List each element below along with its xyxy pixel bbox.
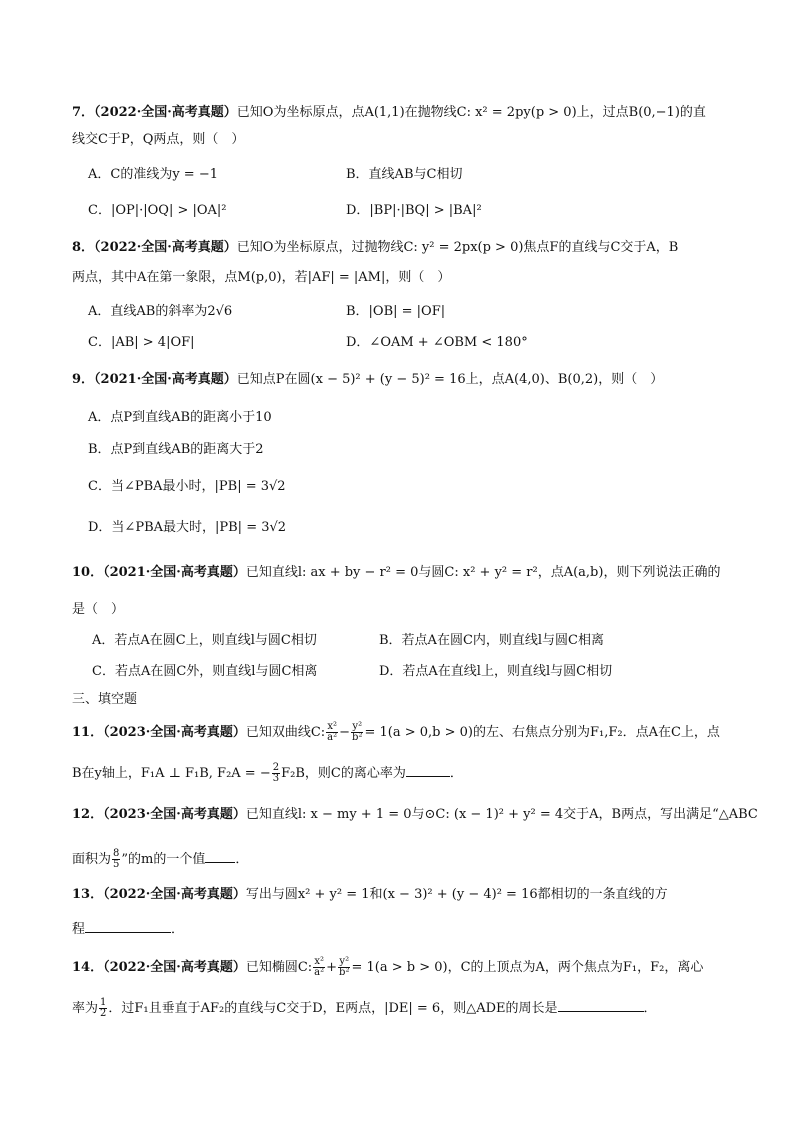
- question-14-line-1: 14．（2022·全国·高考真题）已知椭圆C: $\frac{\text{x²}}{\text{a²}}$ + $\frac{\text{y²}}{\text{b²}}$ = 1(a > b > 0)，C的上顶点为A，两个焦点为F₁，F₂，离心: [72, 956, 704, 978]
- section-heading-fill-blank: 三、填空题: [72, 692, 138, 707]
- q9-option-c[interactable]: C．当∠PBA最小时，|PB| = 3√2: [88, 479, 286, 494]
- question-number: 10．: [72, 565, 104, 580]
- punctuation: ．: [643, 1001, 657, 1016]
- question-11-line-1: 11．（2023·全国·高考真题）已知双曲线C: $\frac{\text{x²}}{\text{a²}}$ − $\frac{\text{y²}}{\text{b²}}$ = 1(a > 0,b > 0)的左、右焦点分别为F₁,F₂．点A在C上，点: [72, 721, 720, 743]
- fraction-x2-a2: $\frac{\text{x²}}{\text{a²}}$: [327, 721, 338, 743]
- q8-option-d[interactable]: D．∠OAM + ∠OBM < 180°: [346, 335, 528, 350]
- fraction-1-2: $\frac{1}{2}$: [100, 997, 107, 1019]
- question-text: B在y轴上，F₁A ⊥ F₁B, F₂A = −: [72, 766, 271, 781]
- q9-option-a[interactable]: A．点P到直线AB的距离小于10: [88, 410, 272, 425]
- q8-option-a[interactable]: A．直线AB的斜率为2√6: [88, 304, 233, 319]
- q8-option-c[interactable]: C．|AB| > 4|OF|: [88, 335, 195, 350]
- punctuation: ．: [449, 766, 463, 781]
- q7-option-b[interactable]: B．直线AB与C相切: [346, 167, 463, 182]
- question-text: = 1(a > 0,b > 0)的左、右焦点分别为F₁,F₂．点A在C上，点: [364, 725, 720, 740]
- fraction-y2-b2: $\frac{\text{y²}}{\text{b²}}$: [352, 721, 363, 743]
- question-source: （2021·全国·高考真题）: [94, 372, 237, 387]
- q7-option-a[interactable]: A．C的准线为y = −1: [88, 167, 219, 182]
- question-number: 7．: [72, 105, 95, 120]
- q10-option-a[interactable]: A．若点A在圆C上，则直线l与圆C相切: [92, 633, 317, 648]
- question-text: F₂B，则C的离心率为: [281, 766, 406, 781]
- question-text: 已知O为坐标原点，点A(1,1)在抛物线C: x² = 2py(p > 0)上，过点B(0,−1)的直: [236, 105, 706, 120]
- question-text: 已知直线l: ax + by − r² = 0与圆C: x² + y² = r²，点A(a,b)，则下列说法正确的: [245, 565, 721, 580]
- q9-option-b[interactable]: B．点P到直线AB的距离大于2: [88, 442, 264, 457]
- question-source: （2022·全国·高考真题）: [94, 105, 237, 120]
- question-source: （2023·全国·高考真题）: [103, 807, 246, 822]
- fraction-y2-b2: $\frac{\text{y²}}{\text{b²}}$: [339, 956, 350, 978]
- question-source: （2021·全国·高考真题）: [103, 565, 246, 580]
- question-13-line-2: [72, 918, 184, 940]
- q7-option-c[interactable]: C．|OP|·|OQ| > |OA|²: [88, 203, 227, 218]
- question-text: = 1(a > b > 0)，C的上顶点为A，两个焦点为F₁，F₂，离心: [351, 960, 704, 975]
- question-12-line-1: [72, 805, 758, 825]
- question-text: 写出与圆x² + y² = 1和(x − 3)² + (y − 4)² = 16都相切的一条直线的方: [245, 887, 668, 902]
- fraction-8-5: $\frac{8}{5}$: [113, 848, 120, 870]
- question-12-line-2: [72, 848, 248, 870]
- question-text: 程: [72, 922, 86, 937]
- question-source: （2022·全国·高考真题）: [103, 960, 246, 975]
- question-number: 12．: [72, 807, 104, 822]
- punctuation: ．: [235, 852, 249, 867]
- question-number: 8．: [72, 240, 95, 255]
- fraction-2-3: $\frac{2}{3}$: [272, 762, 280, 784]
- question-text: 已知O为坐标原点，过抛物线C: y² = 2px(p > 0)焦点F的直线与C交于A，B: [236, 240, 679, 255]
- question-number: 11．: [72, 725, 104, 740]
- q9-option-d[interactable]: D．当∠PBA最大时，|PB| = 3√2: [88, 520, 287, 535]
- answer-blank[interactable]: [85, 918, 171, 933]
- question-11-line-2: [72, 762, 463, 784]
- question-text: 面积为: [72, 852, 112, 867]
- question-9-line-1: [72, 370, 663, 390]
- q10-option-d[interactable]: D．若点A在直线l上，则直线l与圆C相切: [379, 664, 613, 679]
- question-source: （2023·全国·高考真题）: [103, 725, 246, 740]
- question-8-line-1: [72, 238, 678, 258]
- answer-blank[interactable]: [558, 997, 644, 1012]
- q8-option-b[interactable]: B．|OB| = |OF|: [346, 304, 446, 319]
- punctuation: ．: [171, 922, 185, 937]
- question-number: 14．: [72, 960, 104, 975]
- question-text: 率为: [72, 1001, 99, 1016]
- question-8-line-2: 两点，其中A在第一象限，点M(p,0)，若|AF| = |AM|，则（ ）: [72, 270, 451, 285]
- answer-blank[interactable]: [406, 762, 450, 777]
- question-14-line-2: [72, 997, 657, 1019]
- question-source: （2022·全国·高考真题）: [94, 240, 237, 255]
- question-10-line-1: [72, 563, 720, 583]
- question-7-line-1: [72, 103, 706, 123]
- question-7-line-2: 线交C于P，Q两点，则（ ）: [72, 132, 245, 147]
- question-text: 已知双曲线C:: [245, 725, 326, 740]
- q10-option-b[interactable]: B．若点A在圆C内，则直线l与圆C相离: [379, 633, 604, 648]
- question-number: 13．: [72, 887, 104, 902]
- question-text: 已知椭圆C:: [245, 960, 313, 975]
- question-number: 9．: [72, 372, 95, 387]
- question-text: ”的m的一个值: [121, 852, 206, 867]
- question-source: （2022·全国·高考真题）: [103, 887, 246, 902]
- question-text: 已知点P在圆(x − 5)² + (y − 5)² = 16上，点A(4,0)、B(0,2)，则（ ）: [236, 372, 664, 387]
- question-10-line-2: 是（ ）: [72, 602, 125, 617]
- fraction-x2-a2: $\frac{\text{x²}}{\text{a²}}$: [314, 956, 325, 978]
- question-13-line-1: [72, 885, 668, 905]
- question-text: 已知直线l: x − my + 1 = 0与⊙C: (x − 1)² + y² = 4交于A，B两点，写出满足“△ABC: [245, 807, 758, 822]
- question-text: ．过F₁且垂直于AF₂的直线与C交于D，E两点，|DE| = 6，则△ADE的周长是: [108, 1001, 558, 1016]
- answer-blank[interactable]: [205, 848, 235, 863]
- q7-option-d[interactable]: D．|BP|·|BQ| > |BA|²: [346, 203, 482, 218]
- q10-option-c[interactable]: C．若点A在圆C外，则直线l与圆C相离: [92, 664, 318, 679]
